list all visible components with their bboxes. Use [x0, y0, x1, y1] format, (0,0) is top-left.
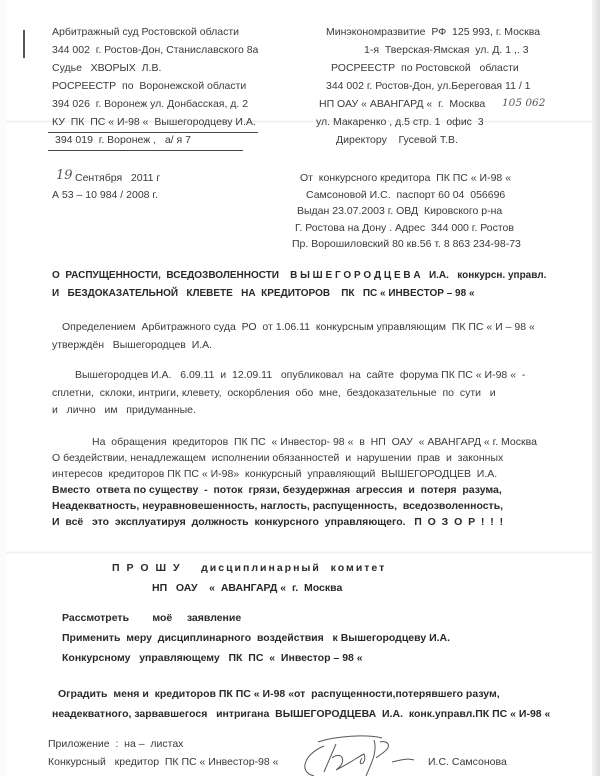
paragraph-line: и лично им придуманные. — [52, 404, 196, 416]
sender-line: Г. Ростова на Дону . Адрес 344 000 г. Ростов — [295, 222, 514, 234]
attachment-note: Приложение : на – листах — [48, 738, 184, 750]
paragraph-bold-line: Неадекватность, неуравновешенность, наглость, распущенность, вседозволенность, — [52, 500, 504, 512]
signer-name: И.С. Самсонова — [428, 756, 507, 768]
date-text: Сентября 2011 г — [75, 172, 161, 184]
paragraph-line: интересов кредиторов ПК ПС « И-98» конкурсный управляющий ВЫШЕГОРОДЦЕВ И.А. — [52, 468, 498, 480]
request-final-line: неадекватного, зарвавшегося интригана ВЫШЕГОРОДЦЕВА И.А. конк.управл.ПК ПС « И-98 « — [52, 708, 551, 720]
signer-role: Конкурсный кредитор ПК ПС « Инвестор-98 « — [48, 756, 279, 768]
recipient-left-line: КУ ПК ПС « И-98 « Вышегородцеву И.А. — [52, 116, 256, 128]
underline — [48, 132, 258, 133]
fold-line — [6, 551, 592, 554]
recipient-left-line: 394 026 г. Воронеж ул. Донбасская, д. 2 — [52, 98, 249, 110]
sender-line: Самсоновой И.С. паспорт 60 04 056696 — [306, 189, 506, 201]
recipient-right-line: Директору Гусевой Т.В. — [336, 134, 458, 146]
document-title-line: О РАСПУЩЕННОСТИ, ВСЕДОЗВОЛЕННОСТИ В Ы Ш Е Г О Р О Д Ц Е В А И.А. конкурсн. управл. — [52, 270, 547, 281]
paragraph-line: сплетни, склоки, интриги, клевету, оскорбления обо мне, бездоказательные по сути и — [52, 387, 496, 399]
document-title-line: И БЕЗДОКАЗАТЕЛЬНОЙ КЛЕВЕТЕ НА КРЕДИТОРОВ ПК ПС « ИНВЕСТОР – 98 « — [52, 288, 475, 299]
paragraph-line: Определением Арбитражного суда РО от 1.06.11 конкурсным управляющим ПК ПС « И – 98 « — [62, 321, 535, 333]
recipient-left-line: РОСРЕЕСТР по Воронежской области — [52, 80, 247, 92]
page-edge — [592, 0, 600, 776]
paragraph-line: На обращения кредиторов ПК ПС « Инвестор- 98 « в НП ОАУ « АВАНГАРД « г. Москва — [92, 436, 537, 448]
recipient-left-line: Судье ХВОРЫХ Л.В. — [52, 62, 162, 74]
case-number: А 53 – 10 984 / 2008 г. — [52, 189, 158, 201]
request-item: Конкурсному управляющему ПК ПС « Инвестор – 98 « — [62, 652, 363, 664]
paragraph-bold-line: И всё это эксплуатируя должность конкурсного управляющего. П О З О Р ! ! ! — [52, 516, 504, 528]
underline — [48, 150, 243, 151]
sender-line: Пр. Ворошиловский 80 кв.56 т. 8 863 234-98-73 — [292, 238, 521, 250]
recipient-right-line: Минэкономразвитие РФ 125 993, г. Москва — [326, 26, 541, 38]
recipient-left-line: Арбитражный суд Ростовской области — [52, 26, 240, 38]
recipient-right-line: ул. Макаренко , д.5 стр. 1 офис 3 — [316, 116, 484, 128]
paragraph-line: О бездействии, ненадлежащем исполнении обязанностей и нарушении прав и законных — [52, 452, 504, 464]
request-item: Применить меру дисциплинарного воздействия к Вышегородцеву И.А. — [62, 632, 451, 644]
date-day-handwritten: 19 — [56, 168, 73, 183]
request-header: П Р О Ш У дисциплинарный комитет — [112, 562, 387, 574]
recipient-right-line: НП ОАУ « АВАНГАРД « г. Москва — [319, 98, 486, 110]
request-final-line: Оградить меня и кредиторов ПК ПС « И-98 «от распущенности,потерявшего разум, — [58, 688, 500, 700]
sender-line: Выдан 23.07.2003 г. ОВД Кировского р-на — [297, 205, 503, 217]
paragraph-line: утверждён Вышегородцев И.А. — [52, 339, 213, 351]
recipient-left-line: 344 002 г. Ростов-Дон, Станиславского 8а — [52, 44, 259, 56]
sender-line: От конкурсного кредитора ПК ПС « И-98 « — [300, 172, 512, 184]
recipient-left-line: 394 019 г. Воронеж , а/ я 7 — [55, 134, 191, 146]
margin-mark — [23, 30, 25, 58]
paragraph-bold-line: Вместо ответа по существу - поток грязи, безудержная агрессия и потеря разума, — [52, 484, 502, 496]
request-item: Рассмотреть моё заявление — [62, 612, 242, 624]
handwritten-zip: 105 062 — [502, 97, 546, 109]
paragraph-line: Вышегородцев И.А. 6.09.11 и 12.09.11 опубликовал на сайте форума ПК ПС « И-98 « - — [75, 369, 526, 381]
recipient-right-line: 1-я Тверская-Ямская ул. Д. 1 ,. 3 — [364, 44, 529, 56]
recipient-right-line: РОСРЕЕСТР по Ростовской области — [331, 62, 519, 74]
recipient-right-line: 344 002 г. Ростов-Дон, ул.Береговая 11 / 1 — [326, 80, 531, 92]
signature — [296, 732, 426, 776]
request-header-org: НП ОАУ « АВАНГАРД « г. Москва — [152, 582, 343, 594]
